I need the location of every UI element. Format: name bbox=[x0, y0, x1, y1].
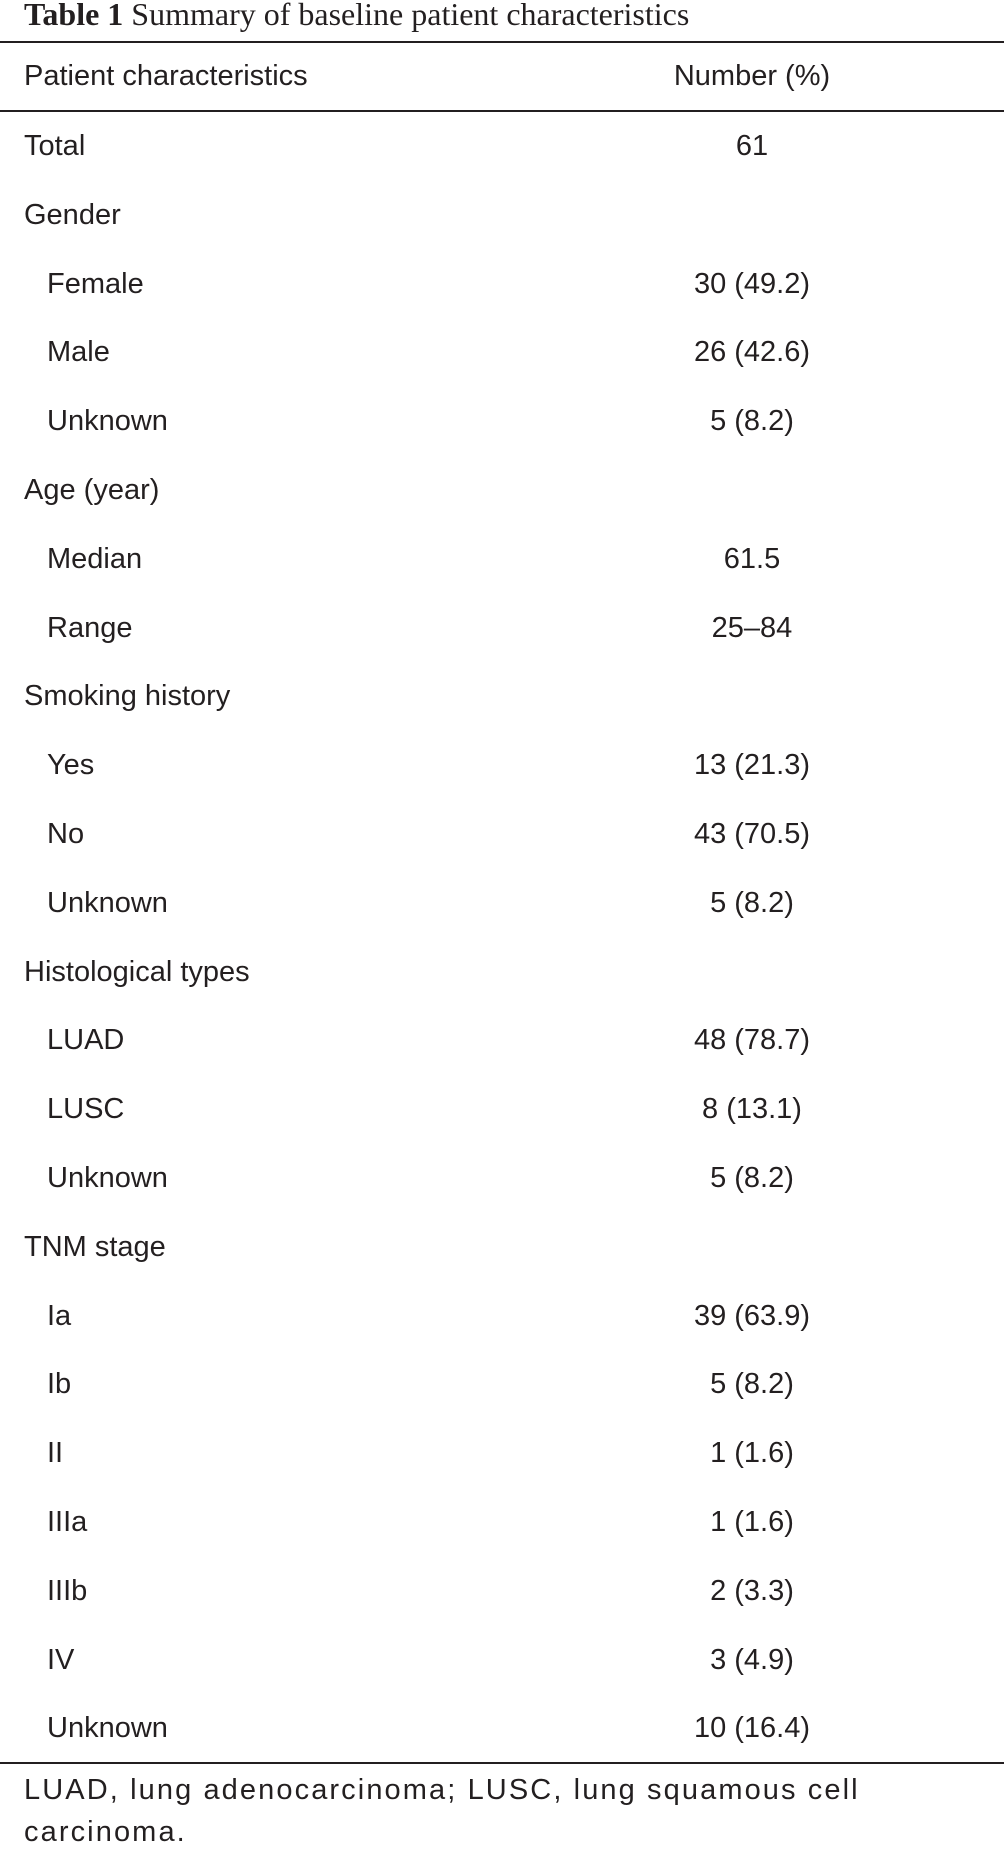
row-label: IV bbox=[47, 1643, 75, 1676]
table-row bbox=[0, 1694, 1004, 1763]
table-row bbox=[0, 1144, 1004, 1213]
table-caption bbox=[24, 0, 689, 34]
row-label: II bbox=[47, 1437, 64, 1470]
row-value: 1 (1.6) bbox=[710, 1505, 794, 1538]
column-header-characteristics: Patient characteristics bbox=[24, 60, 308, 92]
row-label: Ib bbox=[47, 1368, 72, 1401]
row-label: Male bbox=[47, 336, 110, 369]
row-value: 30 (49.2) bbox=[693, 267, 811, 300]
bottom-rule bbox=[0, 1762, 1004, 1764]
table-row bbox=[0, 594, 1004, 663]
row-label: Gender bbox=[24, 198, 121, 231]
table-row bbox=[0, 1213, 1004, 1282]
table-row bbox=[0, 938, 1004, 1007]
row-value: 8 (13.1) bbox=[702, 1093, 802, 1126]
row-value: 48 (78.7) bbox=[693, 1024, 811, 1057]
table-row bbox=[0, 387, 1004, 456]
row-label: Smoking history bbox=[24, 680, 231, 713]
row-value: 61 bbox=[735, 130, 769, 162]
row-label: TNM stage bbox=[24, 1230, 166, 1263]
table-row bbox=[0, 869, 1004, 938]
table-row bbox=[0, 1282, 1004, 1351]
row-value: 5 (8.2) bbox=[710, 405, 794, 438]
table-row bbox=[0, 1419, 1004, 1488]
table-row bbox=[0, 318, 1004, 387]
table-row bbox=[0, 112, 1004, 181]
table-row bbox=[0, 456, 1004, 525]
table-row bbox=[0, 1350, 1004, 1419]
row-value: 39 (63.9) bbox=[693, 1299, 811, 1332]
table-row bbox=[0, 662, 1004, 731]
table-caption-label: Table 1 bbox=[24, 0, 124, 32]
row-label: LUAD bbox=[47, 1024, 125, 1057]
row-label: IIIa bbox=[47, 1505, 88, 1538]
row-value: 5 (8.2) bbox=[710, 886, 794, 919]
row-value: 5 (8.2) bbox=[710, 1161, 794, 1194]
table-footnote: LUAD, lung adenocarcinoma; LUSC, lung squamous cell carcinoma. bbox=[24, 1774, 860, 1848]
row-value: 3 (4.9) bbox=[710, 1643, 794, 1676]
row-value: 10 (16.4) bbox=[693, 1712, 811, 1745]
table-row bbox=[0, 1006, 1004, 1075]
table-row bbox=[0, 250, 1004, 319]
row-value: 25–84 bbox=[711, 611, 793, 644]
table-row bbox=[0, 1626, 1004, 1695]
row-label: Range bbox=[47, 611, 133, 644]
row-label: Histological types bbox=[24, 955, 250, 988]
column-header-number: Number (%) bbox=[673, 60, 831, 92]
row-label: Unknown bbox=[47, 1161, 168, 1194]
row-label: No bbox=[47, 817, 85, 850]
table-body bbox=[0, 112, 1004, 1763]
row-label: Unknown bbox=[47, 1712, 168, 1745]
row-label: Yes bbox=[47, 749, 95, 782]
row-label: Median bbox=[47, 542, 143, 575]
row-label: Unknown bbox=[47, 405, 168, 438]
row-value: 2 (3.3) bbox=[710, 1574, 794, 1607]
row-value: 1 (1.6) bbox=[710, 1437, 794, 1470]
table-row bbox=[0, 1488, 1004, 1557]
table-caption-title: Summary of baseline patient characteristics bbox=[131, 0, 690, 32]
row-label: Ia bbox=[47, 1299, 72, 1332]
row-value: 13 (21.3) bbox=[693, 749, 811, 782]
row-value: 43 (70.5) bbox=[693, 817, 811, 850]
row-label: IIIb bbox=[47, 1574, 88, 1607]
row-label: Total bbox=[24, 130, 86, 162]
table-row bbox=[0, 181, 1004, 250]
row-value: 26 (42.6) bbox=[693, 336, 811, 369]
table-row bbox=[0, 800, 1004, 869]
row-value: 5 (8.2) bbox=[710, 1368, 794, 1401]
row-label: Age (year) bbox=[24, 473, 160, 506]
table-row bbox=[0, 731, 1004, 800]
row-label: Female bbox=[47, 267, 144, 300]
table-row bbox=[0, 525, 1004, 594]
row-value: 61.5 bbox=[723, 542, 781, 575]
row-label: LUSC bbox=[47, 1093, 125, 1126]
table-row bbox=[0, 1557, 1004, 1626]
row-label: Unknown bbox=[47, 886, 168, 919]
table-row bbox=[0, 1075, 1004, 1144]
